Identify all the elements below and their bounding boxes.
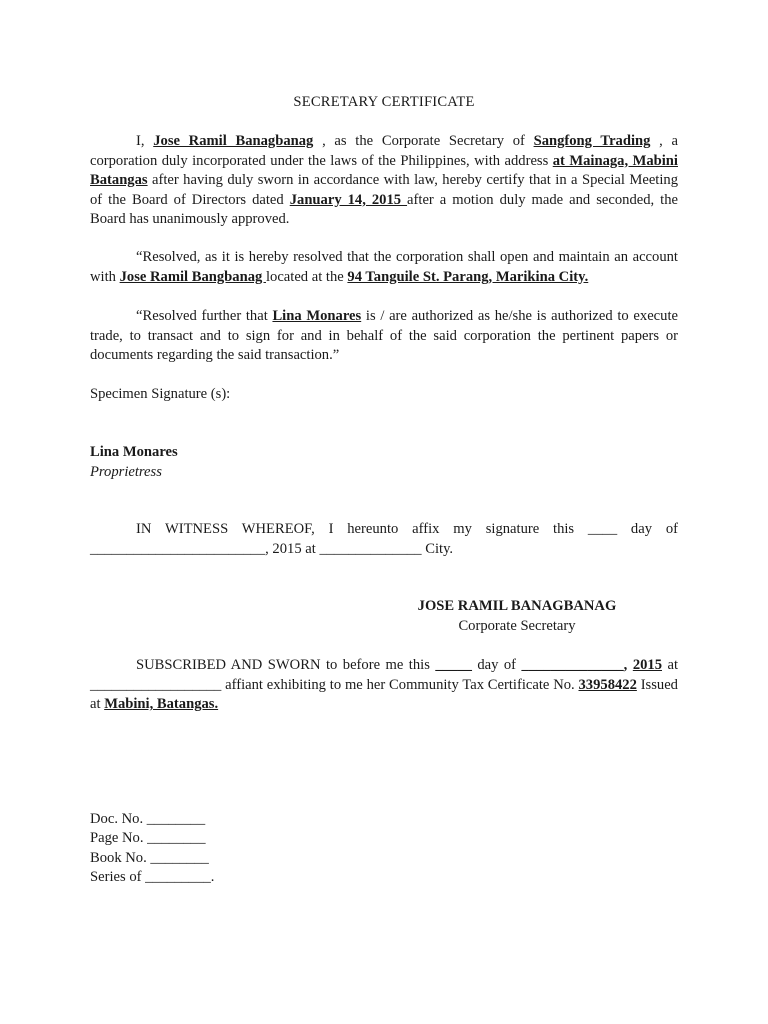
account-name: Jose Ramil Bangbanag: [119, 268, 266, 285]
signatory-title: Proprietress: [90, 464, 162, 480]
ctc-number: 33958422: [578, 676, 637, 693]
text-segment: “Resolved, as it is hereby resolved that the corporation shall open and maintain an account with: [90, 249, 678, 285]
doc-no-line: Doc. No. ________: [90, 811, 206, 827]
company-name: Sangfong Trading: [533, 133, 651, 149]
text-segment: I,: [136, 133, 154, 149]
text-segment: at: [662, 657, 679, 673]
jurat-year: 2015: [632, 657, 662, 673]
text-segment: Issued at: [90, 676, 678, 712]
series-of-line: Series of _________.: [90, 869, 215, 885]
text-segment: located at the: [265, 268, 348, 285]
authorized-name: Lina Monares: [272, 308, 362, 324]
ctc-issued-at: Mabini, Batangas.: [104, 696, 219, 712]
authorization-paragraph: [90, 307, 678, 366]
secretary-name: Jose Ramil Banagbanag: [153, 133, 314, 149]
month-blank: ______________,: [521, 657, 628, 673]
place-blank: __________________: [90, 676, 222, 693]
witness-paragraph: IN WITNESS WHEREOF, I hereunto affix my signature this ____ day of ________________________, 2015 at ______________ City.: [90, 521, 678, 557]
specimen-signature-label: Specimen Signature (s):: [90, 386, 231, 402]
text-segment: , a corporation duly incorporated under the laws of the Philippines, with address: [90, 133, 678, 169]
day-blank: _____: [435, 657, 472, 673]
text-segment: “Resolved further that: [136, 308, 273, 324]
secretary-signature-title: Corporate Secretary: [458, 618, 576, 634]
resolution-paragraph: [90, 248, 678, 287]
text-segment: affiant exhibiting to me her Community Tax Certificate No.: [221, 676, 579, 693]
text-segment: is / are authorized as he/she is authorized to execute trade, to transact and to sign for and in behalf of the said corporation the pertinent papers or documents regarding the said transaction.”: [90, 308, 678, 363]
text-segment: day of: [471, 657, 522, 673]
text-segment: after a motion duly made and seconded, the Board has unanimously approved.: [90, 191, 678, 227]
certification-paragraph: [90, 132, 678, 230]
document-title: SECRETARY CERTIFICATE: [293, 94, 475, 110]
text-segment: SUBSCRIBED AND SWORN to before me this: [136, 657, 436, 673]
text-segment: , as the Corporate Secretary of: [313, 133, 534, 149]
jurat-paragraph: [90, 656, 678, 715]
account-address: 94 Tanguile St. Parang, Marikina City.: [347, 268, 589, 285]
secretary-signature-name: JOSE RAMIL BANAGBANAG: [417, 598, 617, 614]
signatory-name: Lina Monares: [90, 444, 178, 460]
meeting-date: January 14, 2015: [289, 191, 408, 208]
book-no-line: Book No. ________: [90, 850, 209, 866]
page-no-line: Page No. ________: [90, 830, 206, 846]
company-address: at Mainaga, Mabini Batangas: [90, 152, 678, 188]
text-segment: after having duly sworn in accordance with law, hereby certify that in a Special Meeting of the Board of Directors dated: [90, 172, 678, 208]
